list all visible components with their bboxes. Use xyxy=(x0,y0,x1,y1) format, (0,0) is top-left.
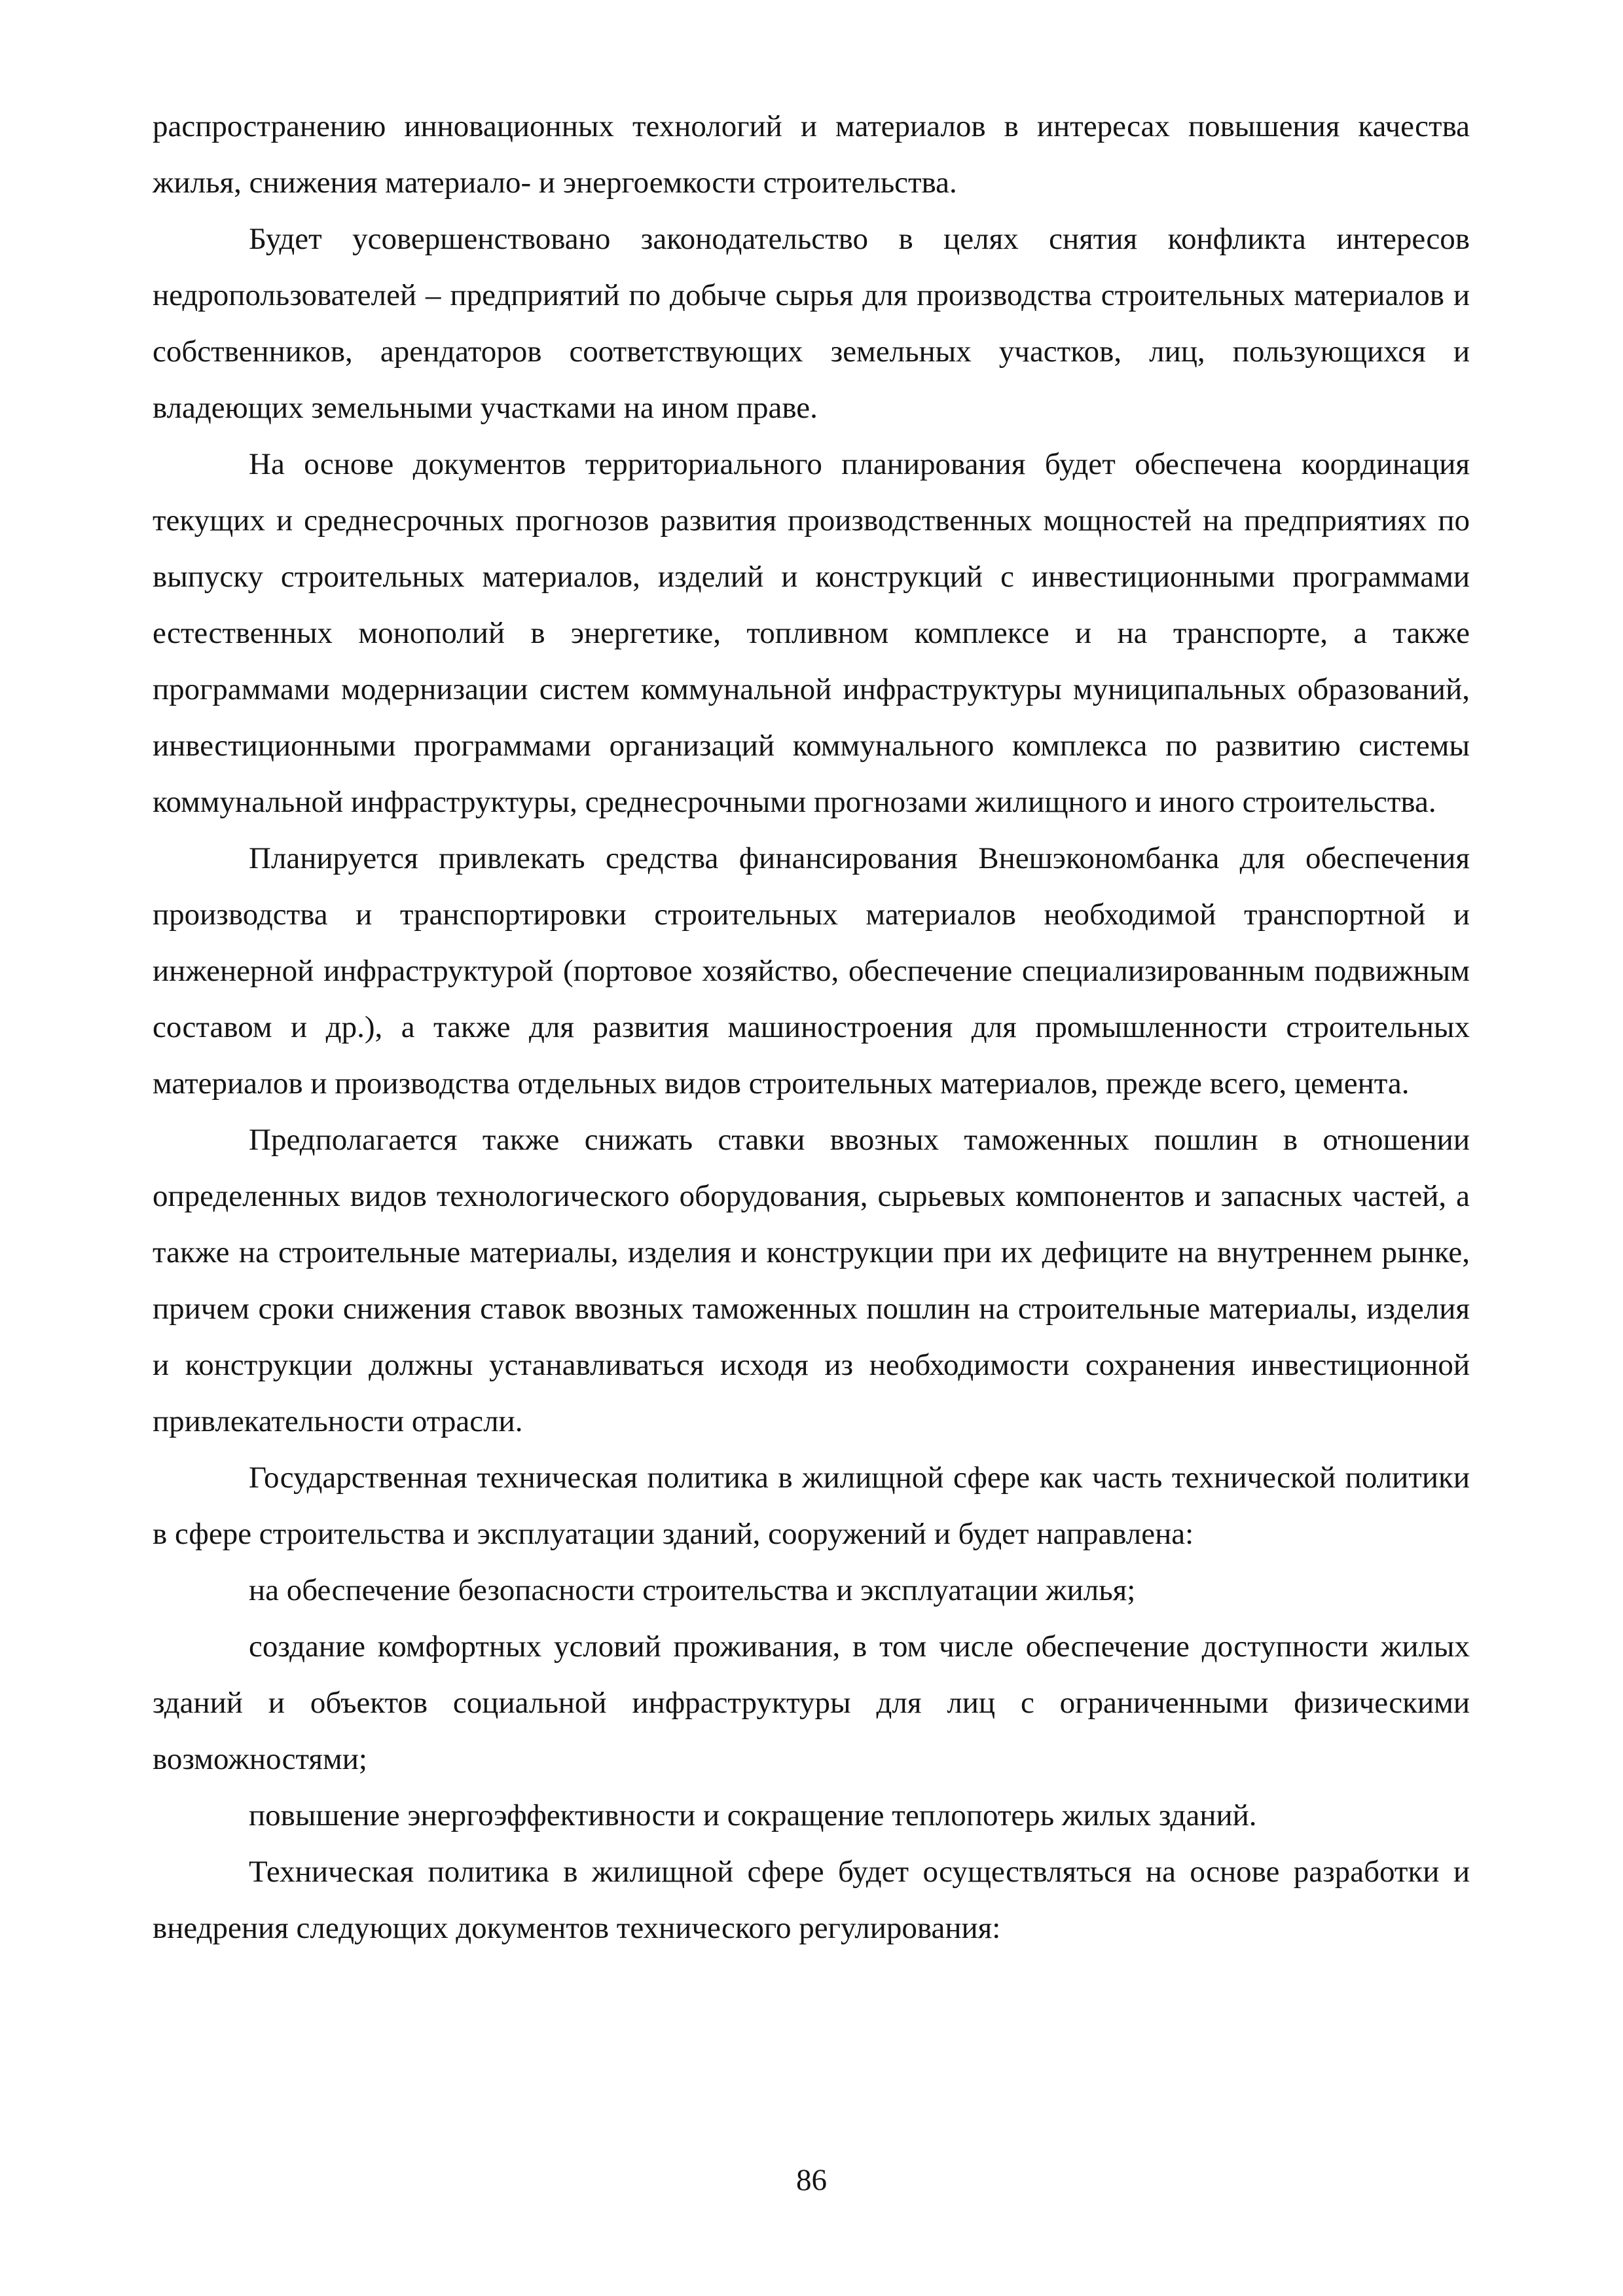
paragraph-1: распространению инновационных технологий и материалов в интересах повышения качества жилья, снижения материало- и энергоемкости строительства. xyxy=(153,109,1470,200)
paragraph-8: создание комфортных условий проживания, в том числе обеспечение доступности жилых зданий и объектов социальной инфраструктуры для лиц с ограниченными физическими возможностями; xyxy=(153,1630,1470,1776)
paragraph-2: Будет усовершенствовано законодательство в целях снятия конфликта интересов недропользователей – предприятий по добыче сырья для производства строительных материалов и собственников, арендаторов соответствующих земельных участков, лиц, пользующихся и владеющих земельными участками на ином праве. xyxy=(153,222,1470,425)
paragraph-7: на обеспечение безопасности строительства и эксплуатации жилья; xyxy=(249,1573,1136,1607)
document-body xyxy=(153,98,1470,1956)
paragraph-9: повышение энергоэффективности и сокращение теплопотерь жилых зданий. xyxy=(249,1798,1257,1832)
paragraph-5: Предполагается также снижать ставки ввозных таможенных пошлин в отношении определенных видов технологического оборудования, сырьевых компонентов и запасных частей, а также на строительные материалы, изделия и конструкции при их дефиците на внутреннем рынке, причем сроки снижения ставок ввозных таможенных пошлин на строительные материалы, изделия и конструкции должны устанавливаться исходя из необходимости сохранения инвестиционной привлекательности отрасли. xyxy=(153,1123,1470,1438)
paragraph-10: Техническая политика в жилищной сфере будет осуществляться на основе разработки и внедрения следующих документов технического регулирования: xyxy=(153,1855,1470,1945)
paragraph-4: Планируется привлекать средства финансирования Внешэкономбанка для обеспечения производства и транспортировки строительных материалов необходимой транспортной и инженерной инфраструктурой (портовое хозяйство, обеспечение специализированным подвижным составом и др.), а также для развития машиностроения для промышленности строительных материалов и производства отдельных видов строительных материалов, прежде всего, цемента. xyxy=(153,841,1470,1101)
page-number: 86 xyxy=(796,2163,827,2197)
paragraph-3: На основе документов территориального планирования будет обеспечена координация текущих и среднесрочных прогнозов развития производственных мощностей на предприятиях по выпуску строительных материалов, изделий и конструкций с инвестиционными программами естественных монополий в энергетике, топливном комплексе и на транспорте, а также программами модернизации систем коммунальной инфраструктуры муниципальных образований, инвестиционными программами организаций коммунального комплекса по развитию системы коммунальной инфраструктуры, среднесрочными прогнозами жилищного и иного строительства. xyxy=(153,447,1470,819)
paragraph-6: Государственная техническая политика в жилищной сфере как часть технической политики в сфере строительства и эксплуатации зданий, сооружений и будет направлена: xyxy=(153,1461,1470,1551)
